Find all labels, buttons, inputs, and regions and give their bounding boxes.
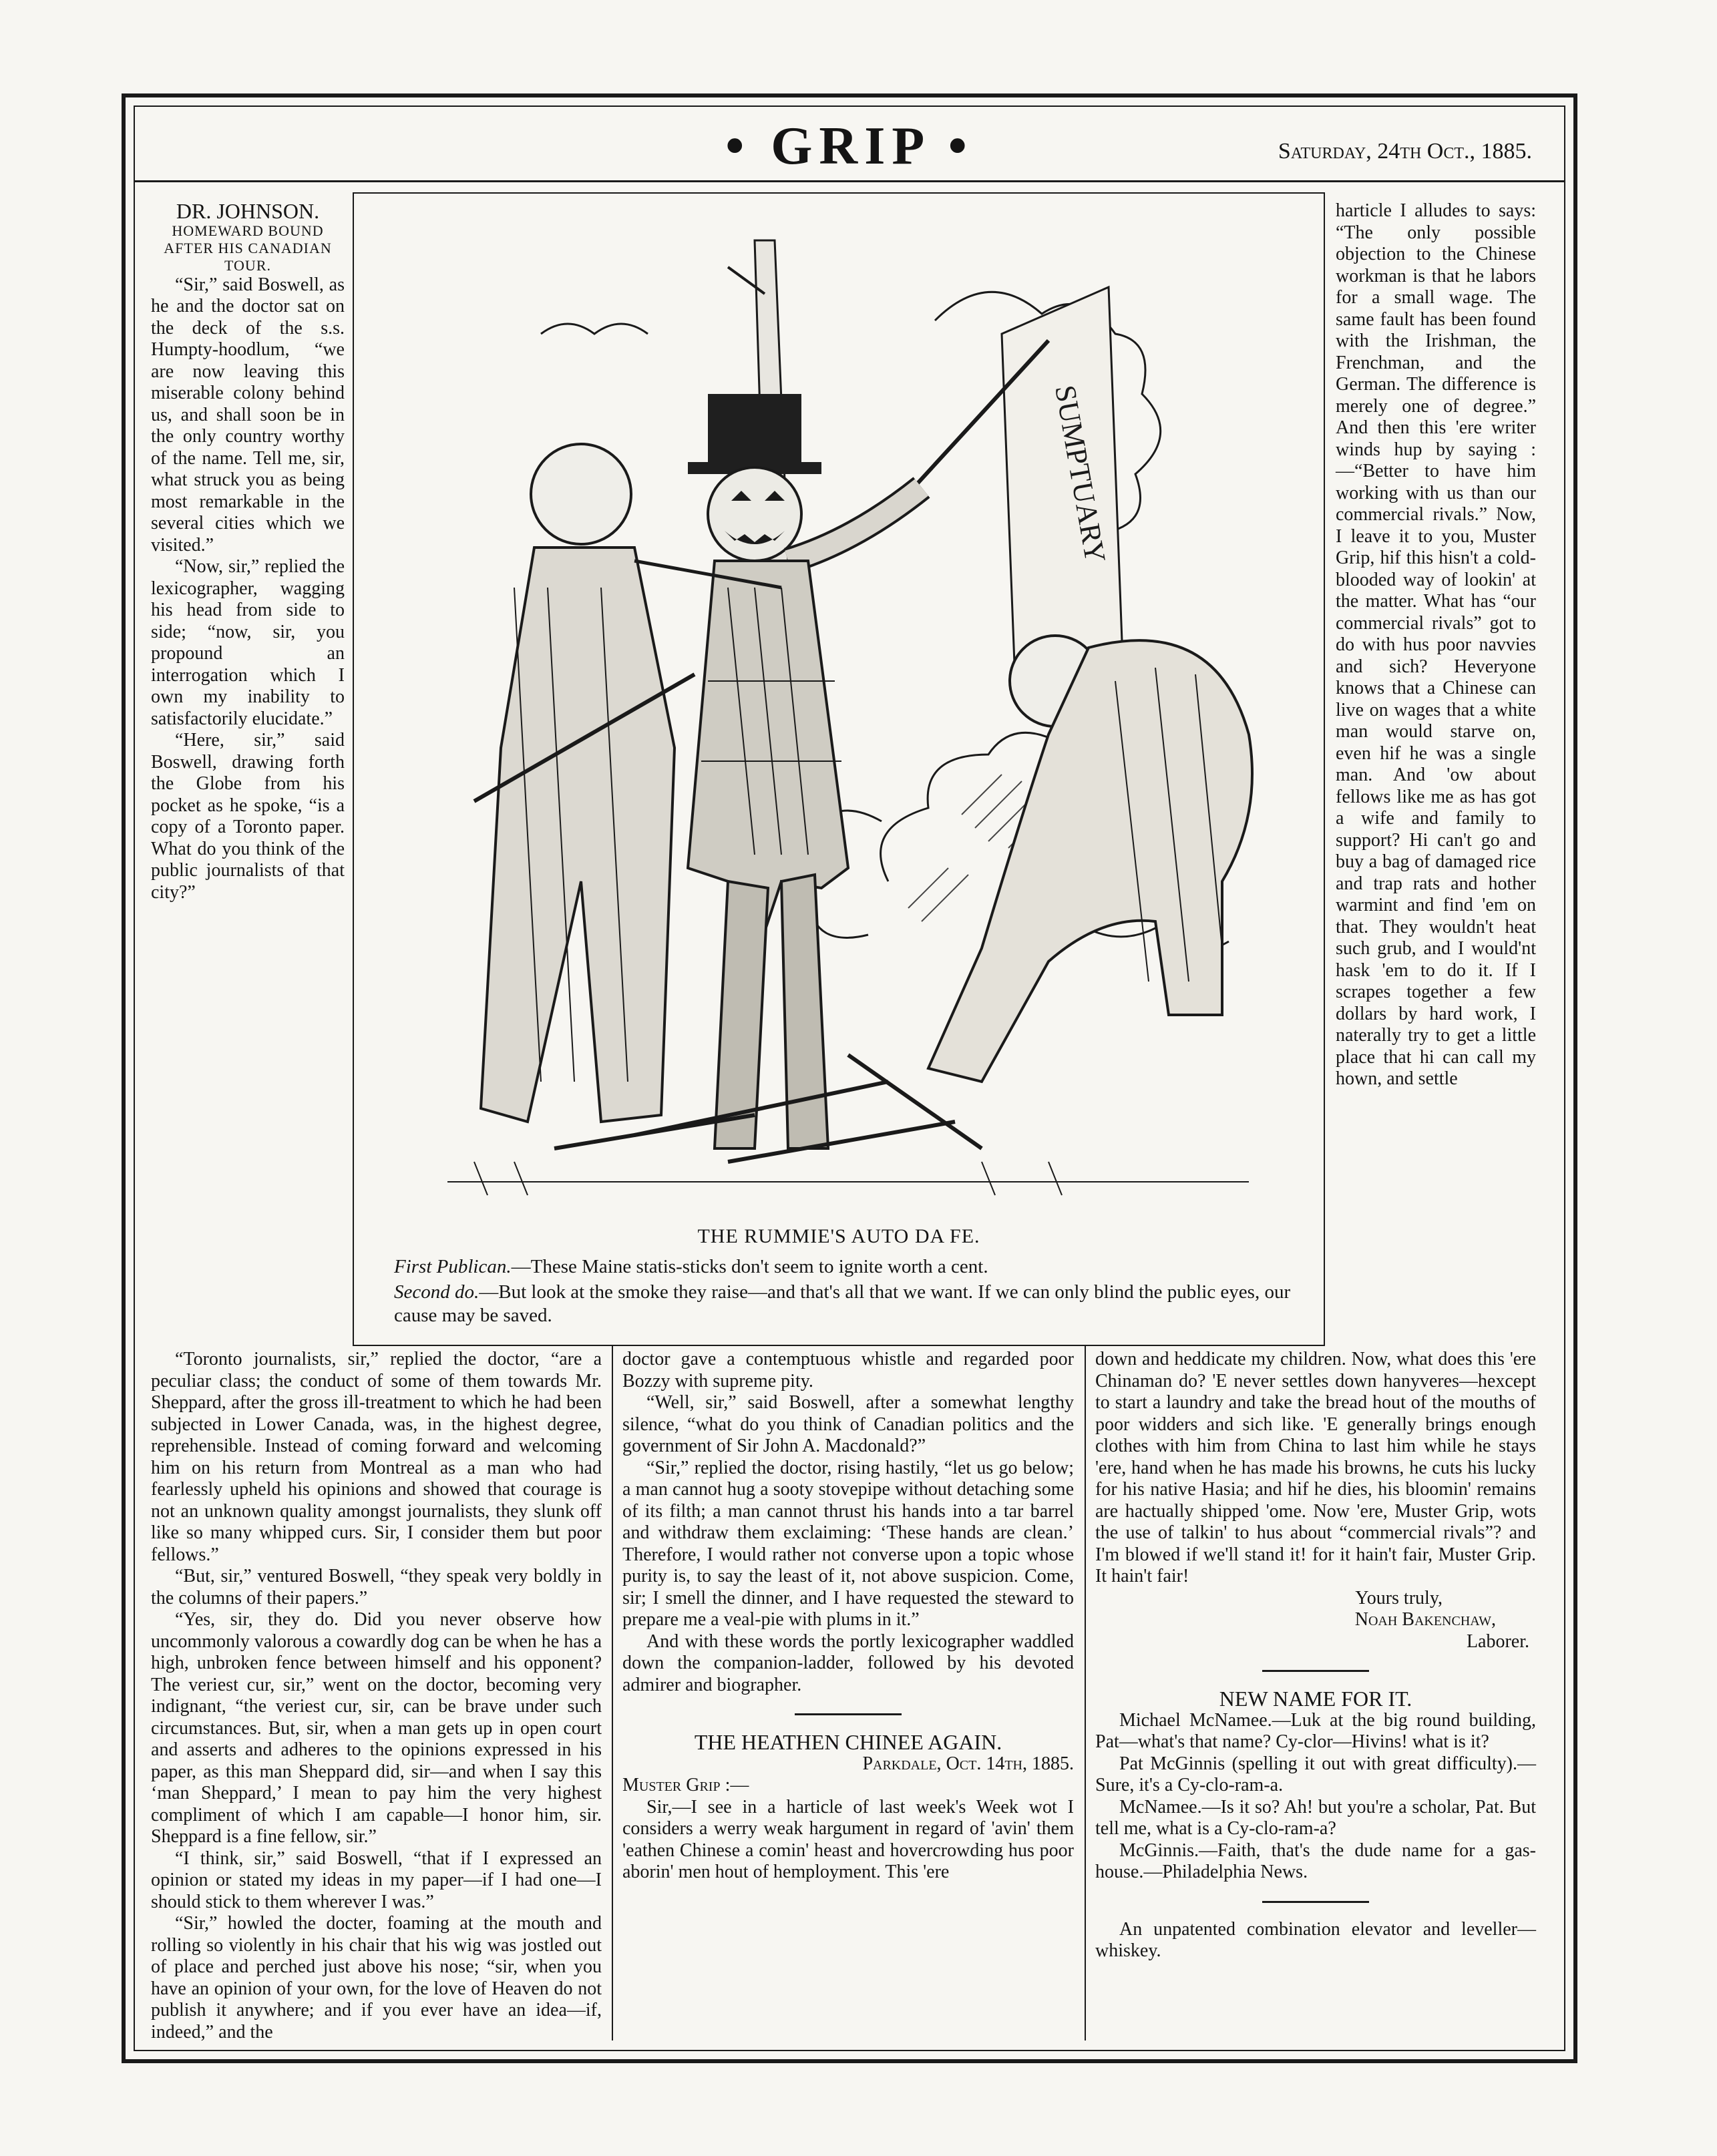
section-divider — [795, 1713, 902, 1715]
johnson-paragraph: “Yes, sir, they do. Did you never observe how uncommonly valorous a cowardly dog can be when he has a high, unbroken fence between himself and his opponent? The veriest cur, sir,” went on the doctor, becoming very indignant, “the veriest cur, sir, can be brave under such circumstances. But, sir, when a man gets up in open court and asserts and adheres to the opinions expressed in his paper, as this man Sheppard did, sir—and when I say this ‘man Sheppard,’ I mean to pay him the very highest compliment of which I am capable—I honor him, sir. Sheppard is a fine fellow, sir.” — [151, 1609, 602, 1847]
johnson-paragraph: “Now, sir,” replied the lexicographer, wagging his head from side to side; “now, sir, you propound an interrogation which I own my inability to satisfactorily elucidate.” — [151, 556, 345, 729]
johnson-paragraph: “Well, sir,” said Boswell, after a somewhat lengthy silence, “what do you think of Canadian politics and the government of Sir John A. Macdonald?” — [622, 1392, 1074, 1456]
column-rule — [612, 1346, 613, 2040]
johnson-column-bottom — [151, 1349, 602, 2043]
johnson-column-top — [151, 200, 345, 903]
johnson-paragraph: “Sir,” said Boswell, as he and the doctor sat on the deck of the s.s. Humpty-hoodlum, “we are now leaving this miserable colony behind us, and shall soon be in the only country worthy of the name. Tell me, sir, what struck you as being most remarkable in the several cities which we visited.” — [151, 274, 345, 556]
masthead-rule — [134, 180, 1565, 182]
newname-paragraph: McGinnis.—Faith, that's the dude name for a gas-house.—Philadelphia News. — [1095, 1840, 1536, 1882]
chinee-signoff: Yours truly, — [1355, 1587, 1443, 1608]
masthead-title: • GRIP • — [725, 117, 974, 176]
cartoon-illustration — [381, 214, 1302, 1209]
column-rule — [1085, 1346, 1086, 2040]
section-divider — [1262, 1901, 1369, 1903]
johnson-paragraph: And with these words the portly lexicographer waddled down the companion-ladder, followed by his devoted admirer and biographer. — [622, 1631, 1074, 1695]
middle-column — [622, 1349, 1074, 1884]
johnson-paragraph: “Sir,” howled the docter, foaming at the mouth and rolling so violently in his chair that his wig was jostled out of place and perched just above his nose; “sir, when you have an opinion of your own, for the love of Heaven do not publish it anywhere; and if you ever have an idea—if, indeed,” and the — [151, 1913, 602, 2042]
newname-paragraph: Michael McNamee.—Luk at the big round building, Pat—what's that name? Cy-clor—Hivins! what is it? — [1095, 1709, 1536, 1752]
newname-paragraph: Pat McGinnis (spelling it out with great difficulty).—Sure, it's a Cy-clo-ram-a. — [1095, 1753, 1536, 1795]
johnson-paragraph: “Toronto journalists, sir,” replied the doctor, “are a peculiar class; the conduct of some of them towards Mr. Sheppard, after the gross ill-treatment to which he had been subjected in Lower Canada, was, in the highest degree, reprehensible. Instead of coming forward and welcoming him on his return from Montreal as a man who had fearlessly upheld his opinions and showed that courage is not an unknown quality amongst journalists, they slunk off like so many whipped curs. Sir, I consider them but poor fellows.” — [151, 1349, 602, 1565]
newname-headline: NEW NAME FOR IT. — [1219, 1687, 1412, 1711]
johnson-paragraph: “I think, sir,” said Boswell, “that if I expressed an opinion or stated my ideas in my paper—if I had one—I should stick to them wherever I was.” — [151, 1848, 602, 1912]
cartoon-title: THE RUMMIE'S AUTO DA FE. — [697, 1225, 980, 1247]
chinee-salutation: Muster Grip :— — [622, 1775, 749, 1795]
cartoon-caption-2 — [394, 1281, 1297, 1327]
banner-sign: SUMPTUARY — [1048, 383, 1113, 566]
chinee-column-top — [1336, 200, 1536, 1090]
filler-paragraph: An unpatented combination elevator and leveller—whiskey. — [1095, 1918, 1536, 1961]
chinee-headline: THE HEATHEN CHINEE AGAIN. — [694, 1730, 1002, 1754]
masthead — [134, 107, 1565, 180]
johnson-paragraph: “But, sir,” ventured Boswell, “they speak very boldly in the columns of their papers.” — [151, 1566, 602, 1608]
caption-2-text: —But look at the smoke they raise—and that's all that we want. If we can only blind the public eyes, our cause may be saved. — [394, 1281, 1291, 1326]
chinee-dateline: Parkdale, Oct. 14th, 1885. — [862, 1753, 1074, 1774]
johnson-paragraph: doctor gave a contemptuous whistle and regarded poor Bozzy with supreme pity. — [622, 1349, 1074, 1391]
cartoon-caption-1 — [394, 1255, 1297, 1279]
johnson-paragraph: “Here, sir,” said Boswell, drawing forth the Globe from his pocket as he spoke, “is a copy of a Toronto paper. What do you think of the public journalists of that city?” — [151, 730, 345, 903]
johnson-paragraph: “Sir,” replied the doctor, rising hastily, “let us go below; a man cannot hug a sooty stovepipe without detaching some of its filth; a man cannot thrust his hands into a tar barrel and withdraw them exclaiming: ‘These hands are clean.’ Therefore, I would rather not converse upon a topic whose purity is, to say the least of it, not above suspicion. Come, sir; I smell the dinner, and I have requested the steward to prepare me a veal-pie with plums in it.” — [622, 1457, 1074, 1630]
johnson-subhead: HOMEWARD BOUND AFTER HIS CANADIAN TOUR. — [164, 222, 332, 274]
masthead-date: Saturday, 24th Oct., 1885. — [1278, 139, 1532, 164]
caption-2-speaker: Second do. — [394, 1281, 480, 1303]
chinee-paragraph: harticle I alludes to says: “The only possible objection to the Chinese workman is that he labors for a small wage. The same fault has been found with the Irishman, the Frenchman, and the German. The difference is merely one of degree.” And then this 'ere writer winds hup by saying :—“Better to have him working with us than our commercial rivals.” Now, I leave it to you, Muster Grip, hif this hisn't a cold-blooded way of lookin' at the matter. What has “our commercial rivals” got to do with hus poor navvies and sich? Heveryone knows that a Chinese can live on wages that a white man would starve on, even hif he was a single man. And 'ow about fellows like me as has got a wife and family to support? Hi can't go and buy a bag of damaged rice and trap rats and hother warmint and find 'em on that. They wouldn't heat such grub, and I would'nt hask 'em to do it. If I scrapes together a few dollars by hard work, I naterally try to get a little place that hi can call my hown, and settle — [1336, 200, 1536, 1089]
newname-paragraph: McNamee.—Is it so? Ah! but you're a scholar, Pat. But tell me, what is a Cy-clo-ram-a? — [1095, 1796, 1536, 1839]
chinee-signature: Noah Bakenchaw, — [1354, 1609, 1496, 1630]
right-column — [1095, 1349, 1536, 1962]
caption-1-text: —These Maine statis-sticks don't seem to ignite worth a cent. — [511, 1256, 988, 1277]
johnson-headline: DR. JOHNSON. — [176, 199, 320, 223]
chinee-paragraph: down and heddicate my children. Now, what does this 'ere Chinaman do? 'E never settles down hanyveres—hexcept to start a laundry and take the bread hout of the mouths of poor widders and sich like. 'E generally brings enough clothes with him from China to last him while he stays 'ere, hand when he has made his browns, he cuts his lucky for his native Hasia; and hif he dies, his bloomin' remains are hactually shipped 'ome. Now 'ere, Muster Grip, wots the use of talkin' to hus about “commercial rivals”? and I'm blowed if we'll stand it! for it hain't fair, Muster Grip. It hain't fair! — [1095, 1349, 1536, 1586]
chinee-signature-title: Laborer. — [1466, 1631, 1529, 1652]
chinee-paragraph: Sir,—I see in a harticle of last week's Week wot I considers a werry weak hargument in regard of 'avin' them 'eathen Chinese a comin' heast and hovercrowding hus poor aborin' men hout of hemployment. This 'ere — [622, 1796, 1074, 1882]
cartoon-panel — [353, 192, 1325, 1346]
section-divider — [1262, 1670, 1369, 1672]
caption-1-speaker: First Publican. — [394, 1256, 512, 1277]
